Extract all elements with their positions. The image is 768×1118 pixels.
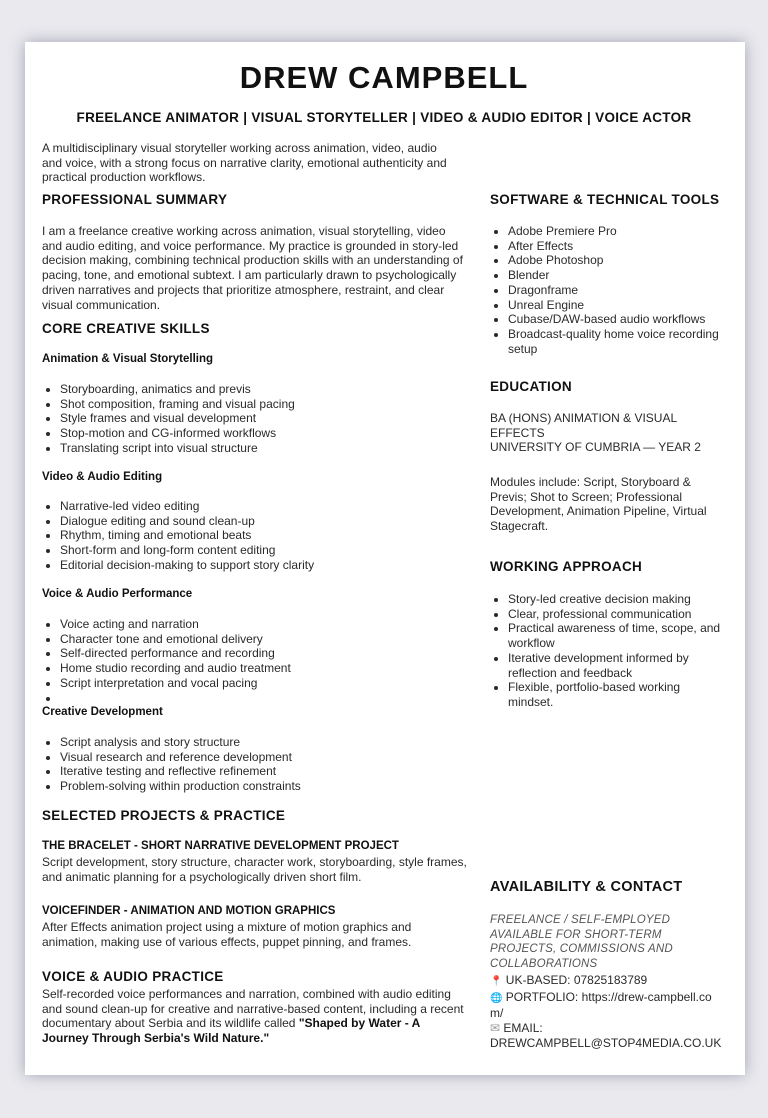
contact-heading: AVAILABILITY & CONTACT: [490, 879, 683, 895]
location-line: [490, 973, 720, 990]
project-title: VOICEFINDER - ANIMATION AND MOTION GRAPHICS: [42, 905, 336, 917]
list-item: • Adobe Photoshop: [508, 253, 723, 268]
list-item: • Self-directed performance and recording: [60, 646, 485, 661]
list-item: • Style frames and visual development: [60, 411, 485, 426]
skill-list: [42, 499, 485, 573]
summary-heading: PROFESSIONAL SUMMARY: [42, 192, 228, 207]
list-item: • Blender: [508, 268, 723, 283]
list-item: • Unreal Engine: [508, 298, 723, 313]
list-item: • Iterative development informed by reflection and feedback: [508, 651, 723, 680]
list-item: • Cubase/DAW-based audio workflows: [508, 312, 723, 327]
list-item: • Stop-motion and CG-informed workflows: [60, 426, 485, 441]
skill-list: [42, 382, 485, 456]
voice-practice-body: Self-recorded voice performances and narration, combined with audio editing and sound clean-up for creative and narrative-based content, including a recent documentary about Serbia and its wildlife called: [42, 987, 464, 1031]
list-item: • Translating script into visual structure: [60, 441, 485, 456]
status-line: AVAILABLE FOR SHORT-TERM PROJECTS, COMMISSIONS AND COLLABORATIONS: [490, 928, 673, 971]
candidate-name: DREW CAMPBELL: [239, 60, 529, 95]
skill-group-title: Animation & Visual Storytelling: [42, 353, 214, 365]
availability-status: [490, 913, 730, 972]
list-item: • Clear, professional communication: [508, 607, 723, 622]
degree: BA (HONS) ANIMATION & VISUAL EFFECTS: [490, 411, 677, 440]
skill-group-title: Video & Audio Editing: [42, 471, 163, 483]
list-item: • Editorial decision-making to support story clarity: [60, 558, 485, 573]
list-item: • Dragonframe: [508, 283, 723, 298]
skill-list: [42, 617, 485, 705]
list-item: • Broadcast-quality home voice recording setup: [508, 327, 723, 356]
documentary-title: "Shaped by Water - A Journey Through Serbia's Wild Nature.": [42, 1016, 420, 1046]
list-item: • After Effects: [508, 239, 723, 254]
list-item: • Narrative-led video editing: [60, 499, 485, 514]
tagline: FREELANCE ANIMATOR | VISUAL STORYTELLER | VIDEO & AUDIO EDITOR | VOICE ACTOR: [76, 110, 692, 125]
portfolio-line: [490, 990, 720, 1021]
list-item: • Adobe Premiere Pro: [508, 224, 723, 239]
skill-group-title: Voice & Audio Performance: [42, 588, 193, 600]
project-text: After Effects animation project using a mixture of motion graphics and animation, making use of various effects, puppet pinning, and frames.: [42, 920, 412, 949]
education-heading: EDUCATION: [490, 379, 572, 394]
list-item: • Visual research and reference development: [60, 750, 485, 765]
projects-heading: SELECTED PROJECTS & PRACTICE: [42, 808, 286, 823]
list-item: • Script analysis and story structure: [60, 735, 485, 750]
voice-practice-text: [42, 987, 467, 1046]
software-heading: SOFTWARE & TECHNICAL TOOLS: [490, 192, 720, 207]
contact-details: [490, 973, 720, 1051]
list-item: • Voice acting and narration: [60, 617, 485, 632]
list-item: • Problem-solving within production constraints: [60, 779, 485, 794]
list-item: • Short-form and long-form content editing: [60, 543, 485, 558]
school: UNIVERSITY OF CUMBRIA — YEAR 2: [490, 440, 701, 454]
project-text: Script development, story structure, character work, storyboarding, style frames, and animatic planning for a psychologically driven short film.: [42, 855, 467, 884]
email-line: [490, 1021, 720, 1050]
skill-list: [42, 735, 485, 794]
software-list: [490, 224, 723, 356]
list-item: • Shot composition, framing and visual pacing: [60, 397, 485, 412]
modules: Modules include: Script, Storyboard & Previs; Shot to Screen; Professional Development, Animation Pipeline, Virtual Stagecraft.: [490, 475, 707, 534]
skills-heading: CORE CREATIVE SKILLS: [42, 321, 210, 336]
location-phone[interactable]: UK-BASED: 07825183789: [505, 973, 648, 987]
approach-heading: WORKING APPROACH: [490, 559, 643, 574]
list-item: • Character tone and emotional delivery: [60, 632, 485, 647]
list-item: • Script interpretation and vocal pacing: [60, 676, 485, 691]
list-item: • Flexible, portfolio-based working mindset.: [508, 680, 723, 709]
globe-icon: 🌐: [490, 992, 503, 1004]
list-item: • Storyboarding, animatics and previs: [60, 382, 485, 397]
list-item: • Home studio recording and audio treatment: [60, 661, 485, 676]
skill-group-title: Creative Development: [42, 706, 163, 718]
list-item: • Story-led creative decision making: [508, 592, 723, 607]
list-item: [60, 691, 485, 706]
status-line: FREELANCE / SELF-EMPLOYED: [490, 914, 671, 926]
list-item: • Dialogue editing and sound clean-up: [60, 514, 485, 529]
portfolio-link[interactable]: PORTFOLIO: https://drew-campbell.com/: [490, 989, 712, 1021]
intro-text: A multidisciplinary visual storyteller working across animation, video, audio and voice, with a strong focus on narrative clarity, emotional authenticity and practical production workflows.: [42, 141, 447, 185]
envelope-icon: ✉: [490, 1021, 501, 1036]
email-link[interactable]: EMAIL: DREWCAMPBELL@STOP4MEDIA.CO.UK: [490, 1021, 722, 1050]
list-item: • Practical awareness of time, scope, and workflow: [508, 621, 723, 650]
list-item: • Iterative testing and reflective refinement: [60, 764, 485, 779]
summary-text: I am a freelance creative working across animation, visual storytelling, video and audio editing, and voice performance. My practice is grounded in story-led decision making, combining technical production skills with an understanding of pacing, tone, and emotional subtext. I am particularly drawn to psychologically driven narratives and projects that prioritize atmosphere, restraint, and clear visual communication.: [42, 224, 463, 312]
voice-practice-heading: VOICE & AUDIO PRACTICE: [42, 969, 224, 984]
approach-list: [490, 592, 723, 710]
project-title: THE BRACELET - SHORT NARRATIVE DEVELOPMENT PROJECT: [42, 840, 399, 852]
pin-icon: 📍: [490, 976, 503, 987]
list-item: • Rhythm, timing and emotional beats: [60, 528, 485, 543]
